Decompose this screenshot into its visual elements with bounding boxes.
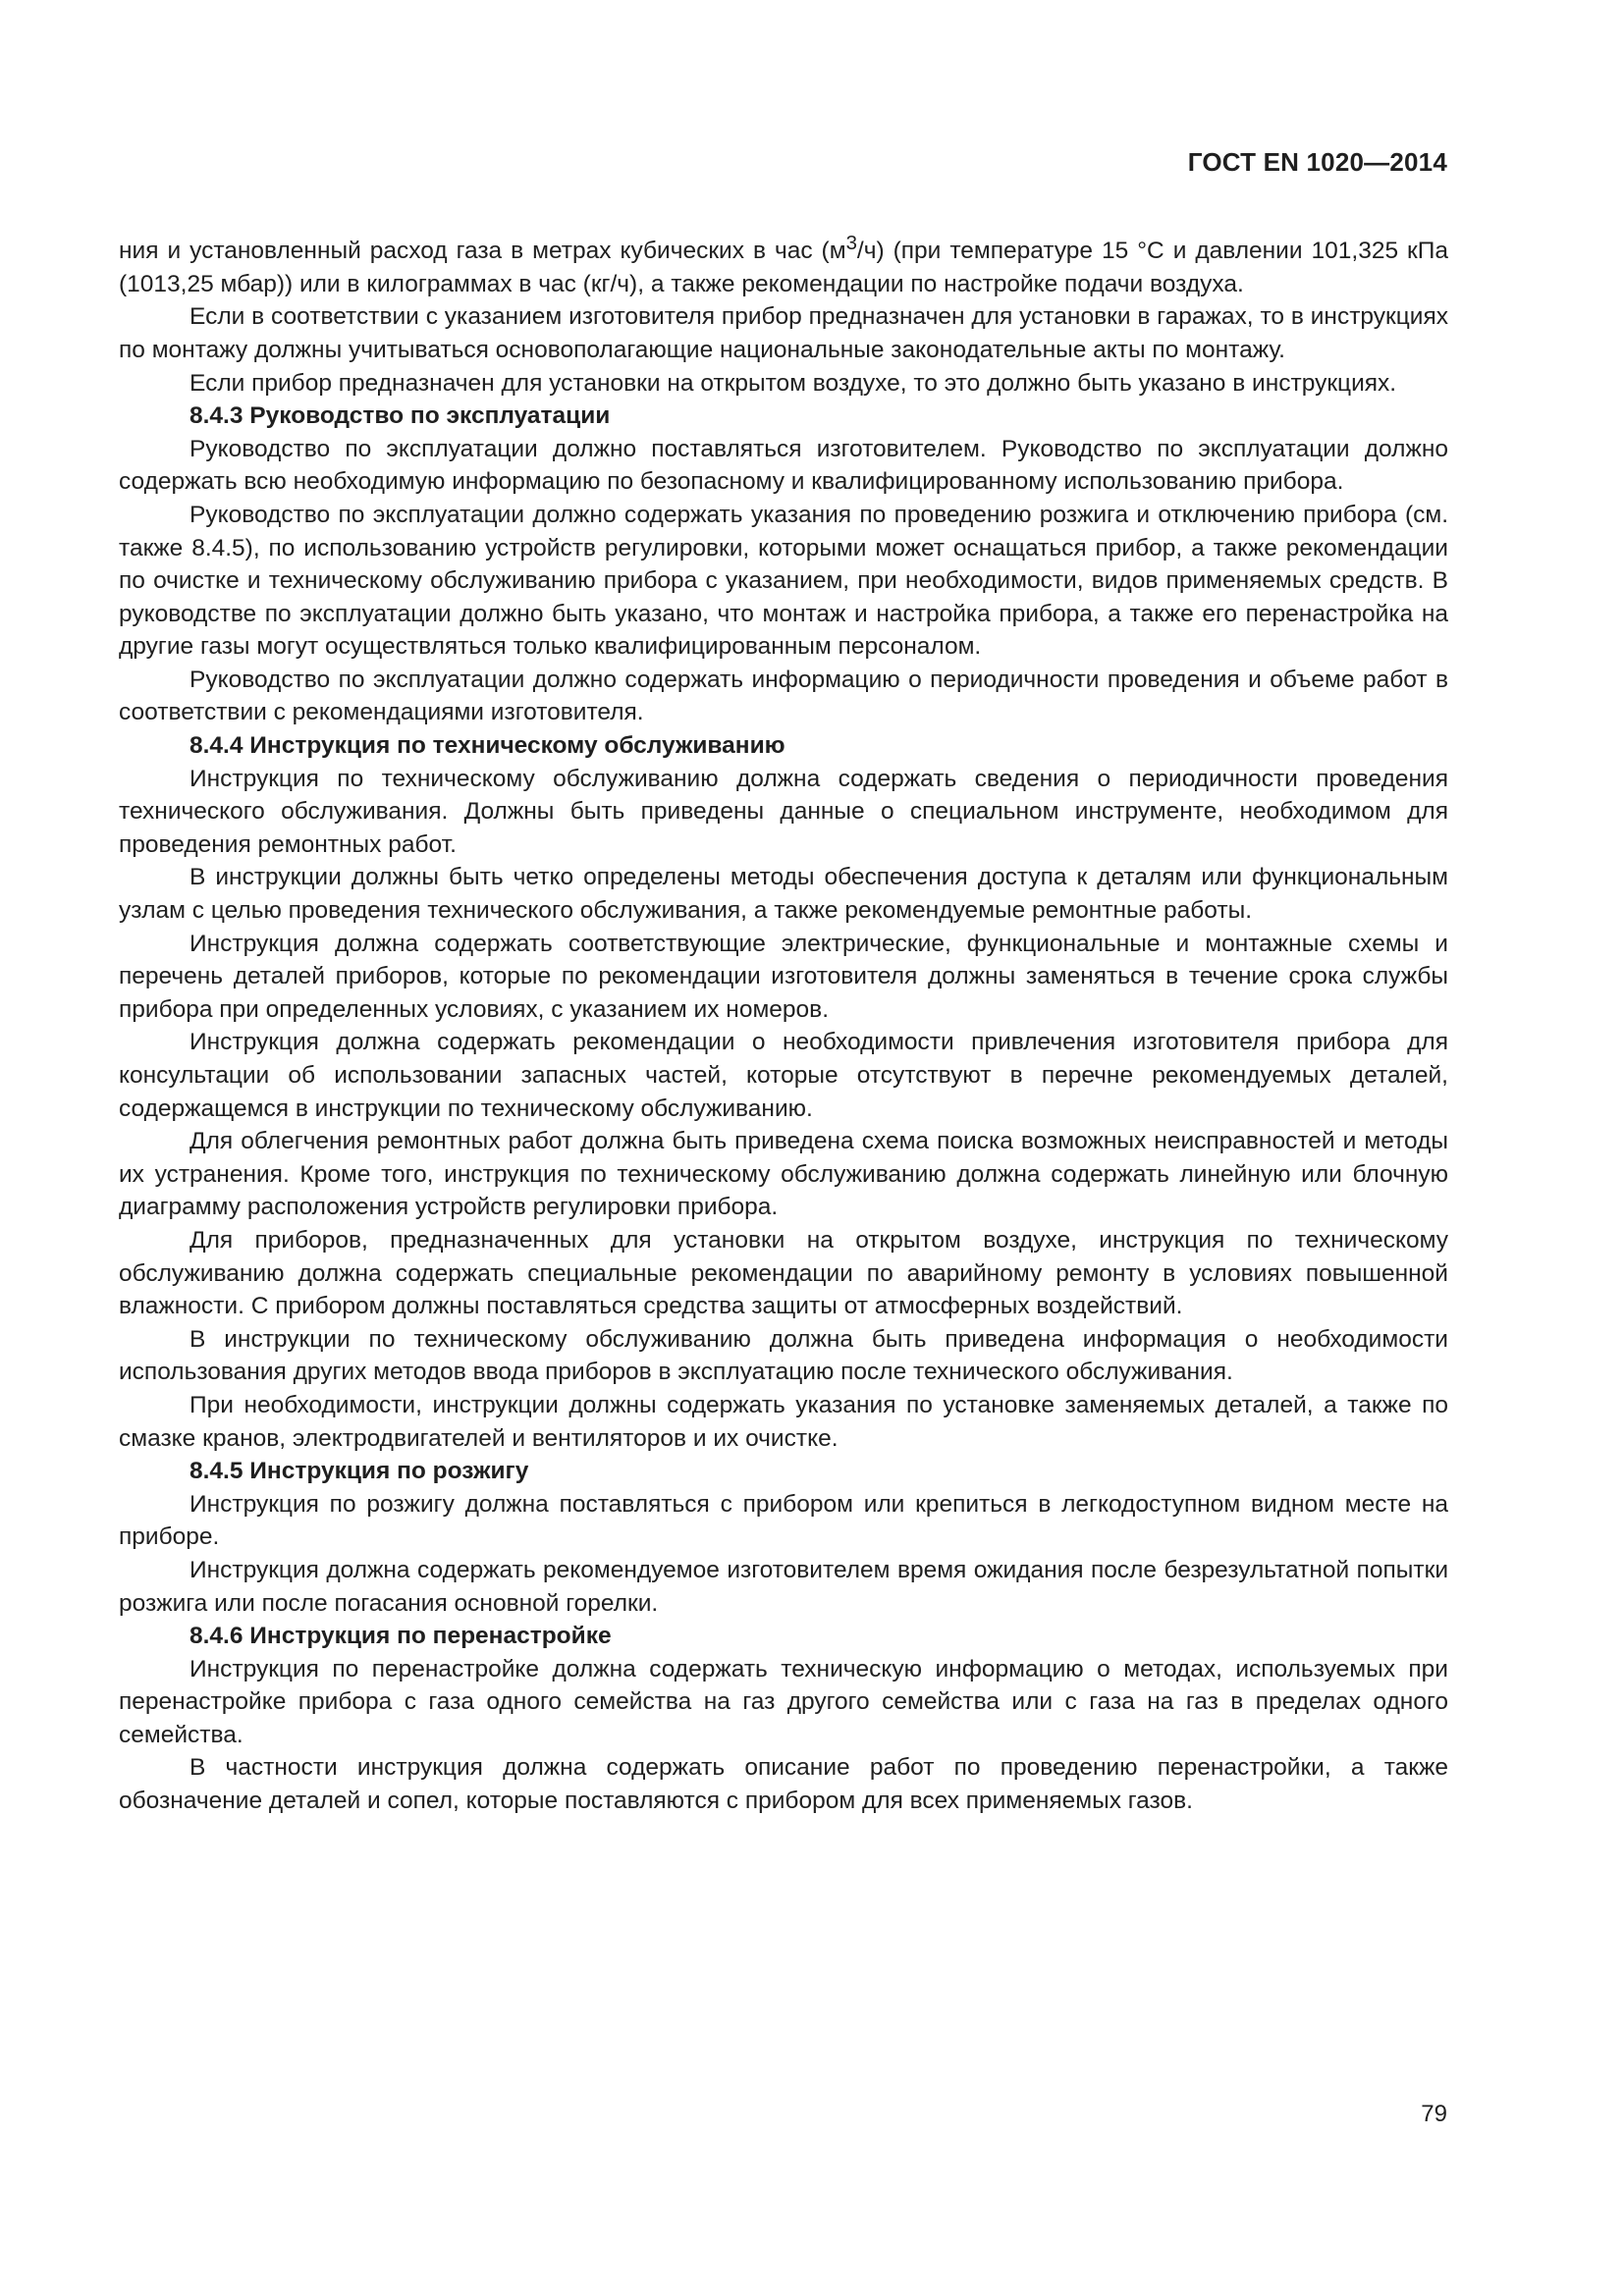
paragraph-text: ния и установленный расход газа в метрах кубических в час (м xyxy=(119,238,846,265)
paragraph: Для приборов, предназначенных для установки на открытом воздухе, инструкция по техническому обслуживанию должна содержать специальные рекомендации по аварийному ремонту в условиях повышенной влажности. С прибором должны поставляться средства защиты от атмосферных воздействий. xyxy=(119,1226,1448,1320)
paragraph: В инструкции по техническому обслуживанию должна быть приведена информация о необходимости использования других методов ввода приборов в эксплуатацию после технического обслуживания. xyxy=(119,1325,1448,1386)
paragraph: Инструкция по розжигу должна поставляться с прибором или крепиться в легкодоступном видном месте на приборе. xyxy=(119,1490,1448,1551)
paragraph: Руководство по эксплуатации должно содержать указания по проведению розжига и отключению прибора (см. также 8.4.5), по использованию устройств регулировки, которыми может оснащаться прибор, а также рекомендации по очистке и техническому обслуживанию прибора с указанием, при необходимости, видов применяемых средств. В руководстве по эксплуатации должно быть указано, что монтаж и настройка прибора, а также его перенастройка на другие газы могут осуществляться только квалифицированным персоналом. xyxy=(119,501,1448,661)
paragraph: Для облегчения ремонтных работ должна быть приведена схема поиска возможных неисправностей и методы их устранения. Кроме того, инструкция по техническому обслуживанию должна содержать линейную или блочную диаграмму расположения устройств регулировки прибора. xyxy=(119,1128,1448,1221)
page-number: 79 xyxy=(1421,2101,1447,2127)
paragraph: В частности инструкция должна содержать описание работ по проведению перенастройки, а также обозначение деталей и сопел, которые поставляются с прибором для всех применяемых газов. xyxy=(119,1754,1448,1815)
section-heading-8-4-5: 8.4.5 Инструкция по розжигу xyxy=(189,1458,529,1485)
paragraph: Если прибор предназначен для установки на открытом воздухе, то это должно быть указано в инструкциях. xyxy=(189,369,1397,397)
section-heading-8-4-3: 8.4.3 Руководство по эксплуатации xyxy=(189,402,611,430)
paragraph: При необходимости, инструкции должны содержать указания по установке заменяемых деталей, а также по смазке кранов, электродвигателей и вентиляторов и их очистке. xyxy=(119,1391,1448,1452)
section-heading-8-4-6: 8.4.6 Инструкция по перенастройке xyxy=(189,1623,612,1650)
paragraph: Инструкция по техническому обслуживанию должна содержать сведения о периодичности проведения технического обслуживания. Должны быть приведены данные о специальном инструменте, необходимом для проведения ремонтных работ. xyxy=(119,765,1448,858)
paragraph: Инструкция должна содержать рекомендации о необходимости привлечения изготовителя прибора для консультации об использовании запасных частей, которые отсутствуют в перечне рекомендуемых деталей, содержащемся в инструкции по техническому обслуживанию. xyxy=(119,1029,1448,1122)
paragraph: Если в соответствии с указанием изготовителя прибор предназначен для установки в гаражах, то в инструкциях по монтажу должны учитываться основополагающие национальные законодательные акты по монтажу. xyxy=(119,303,1448,363)
paragraph: Руководство по эксплуатации должно поставляться изготовителем. Руководство по эксплуатации должно содержать всю необходимую информацию по безопасному и квалифицированному использованию прибора. xyxy=(119,435,1448,496)
document-id: ГОСТ EN 1020—2014 xyxy=(1187,147,1447,177)
paragraph xyxy=(119,228,1448,300)
paragraph: Руководство по эксплуатации должно содержать информацию о периодичности проведения и объеме работ в соответствии с рекомендациями изготовителя. xyxy=(119,666,1448,726)
section-heading-8-4-4: 8.4.4 Инструкция по техническому обслуживанию xyxy=(189,732,785,760)
paragraph: Инструкция должна содержать соответствующие электрические, функциональные и монтажные схемы и перечень деталей приборов, которые по рекомендации изготовителя должны заменяться в течение срока службы прибора при определенных условиях, с указанием их номеров. xyxy=(119,930,1448,1023)
superscript: 3 xyxy=(845,233,857,254)
paragraph: В инструкции должны быть четко определены методы обеспечения доступа к деталям или функциональным узлам с целью проведения технического обслуживания, а также рекомендуемые ремонтные работы. xyxy=(119,864,1448,925)
paragraph: Инструкция должна содержать рекомендуемое изготовителем время ожидания после безрезультатной попытки розжига или после погасания основной горелки. xyxy=(119,1556,1448,1617)
paragraph-text: /ч) (при температуре 15 °С и давлении 101,325 кПа (1013,25 мбар)) или в килограммах в час (кг/ч), а также рекомендации по настройке подачи воздуха. xyxy=(119,238,1448,297)
paragraph: Инструкция по перенастройке должна содержать техническую информацию о методах, используемых при перенастройке прибора с газа одного семейства на газ другого семейства или с газа на газ в пределах одного семейства. xyxy=(119,1655,1448,1748)
document-body xyxy=(119,228,1448,1818)
